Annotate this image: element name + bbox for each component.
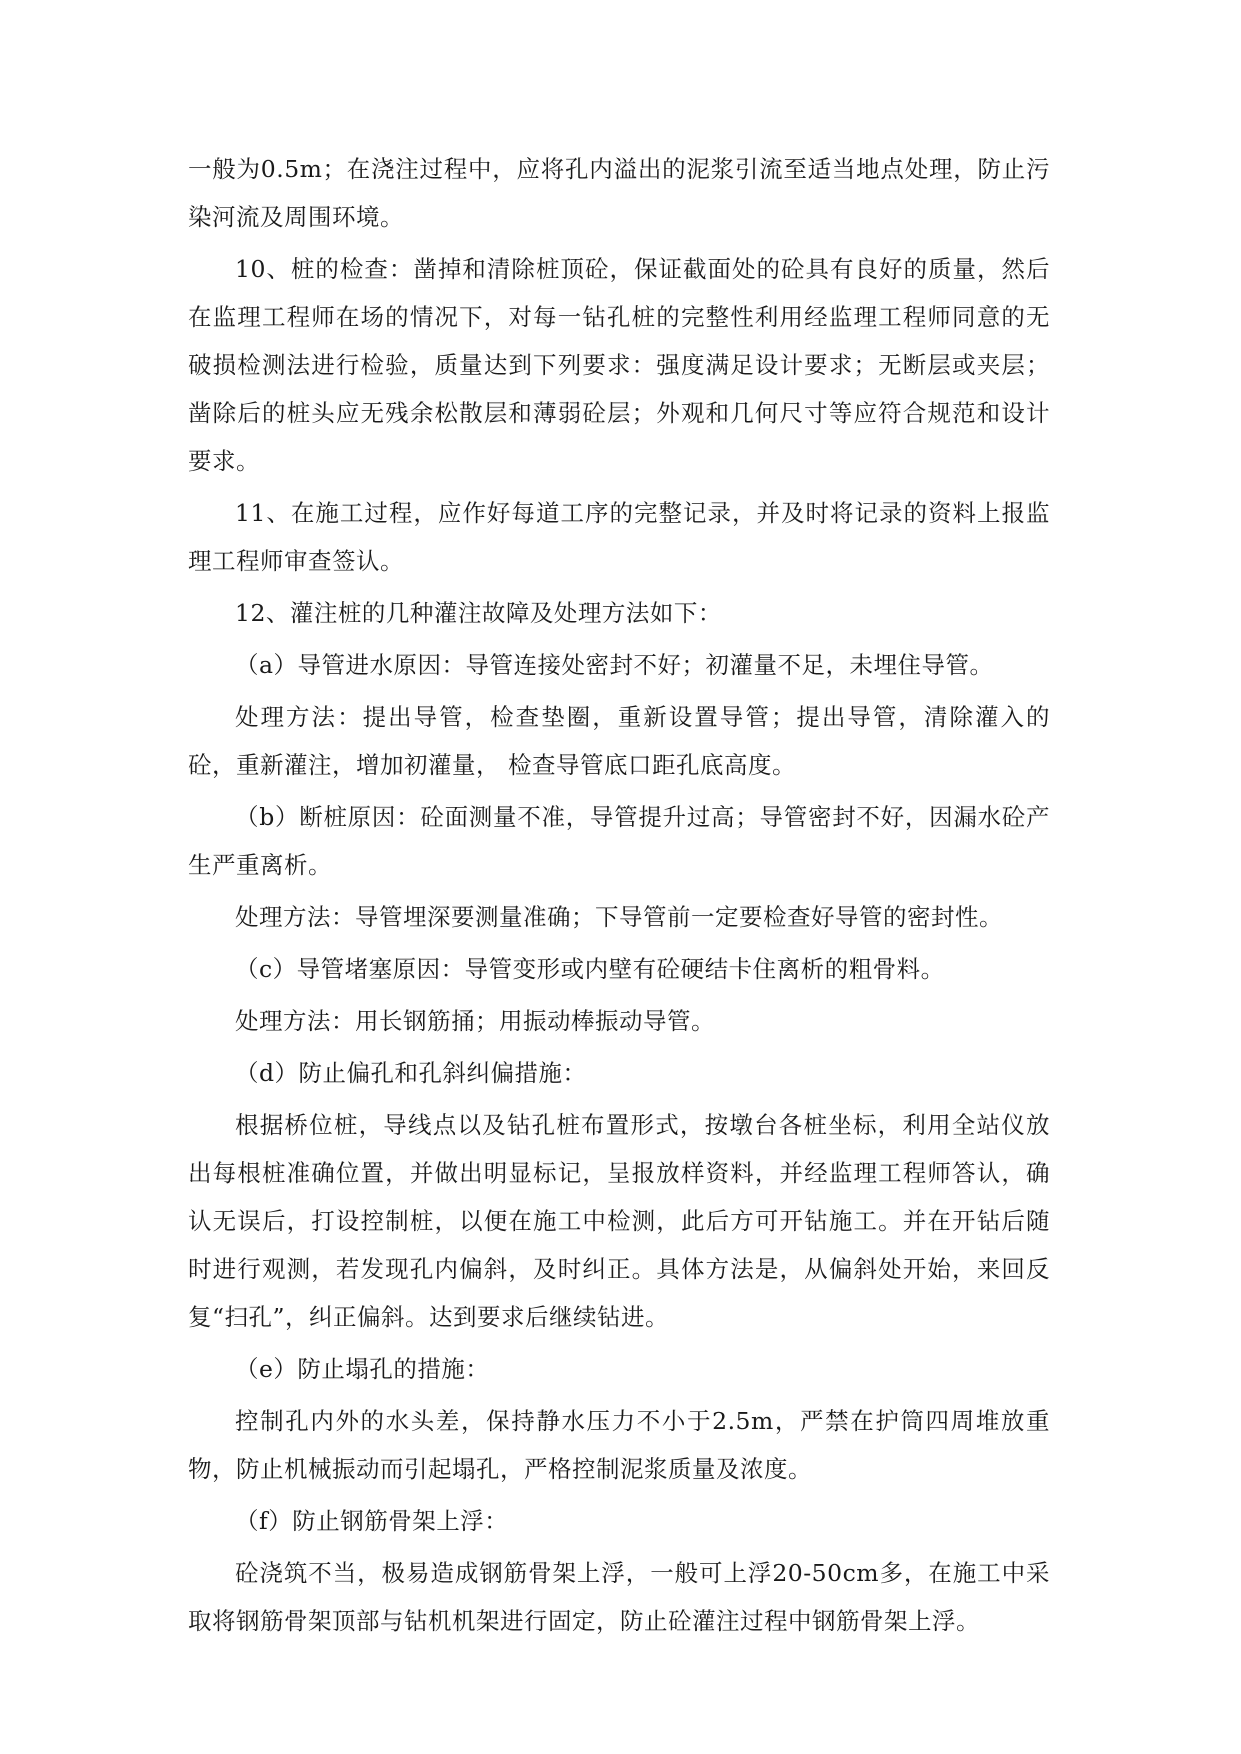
paragraph-e-collapse-prevention: （e）防止塌孔的措施： xyxy=(235,1355,490,1383)
paragraph-e-method: 控制孔内外的水头差，保持静水压力不小于2.5m，严禁在护筒四周堆放重物，防止机械振动而引起塌孔，严格控制泥浆质量及浓度。 xyxy=(188,1407,1050,1483)
document-body xyxy=(188,145,1050,1649)
paragraph-a-treatment: 处理方法：提出导管，检查垫圈，重新设置导管；提出导管，清除灌入的砼，重新灌注，增加初灌量， 检查导管底口距孔底高度。 xyxy=(188,703,1050,779)
paragraph-f-cage-float: （f）防止钢筋骨架上浮： xyxy=(235,1507,509,1535)
paragraph-fault-handling-intro: 12、灌注桩的几种灌注故障及处理方法如下： xyxy=(235,599,722,627)
paragraph-b-broken-pile: （b）断桩原因：砼面测量不准，导管提升过高；导管密封不好，因漏水砼产生严重离析。 xyxy=(188,803,1050,879)
paragraph-d-hole-deviation: （d）防止偏孔和孔斜纠偏措施： xyxy=(235,1059,587,1087)
paragraph-a-water-ingress: （a）导管进水原因：导管连接处密封不好；初灌量不足，未埋住导管。 xyxy=(235,651,994,679)
paragraph-pile-pour-overflow: 一般为0.5m；在浇注过程中，应将孔内溢出的泥浆引流至适当地点处理，防止污染河流及周围环境。 xyxy=(188,155,1050,231)
paragraph-c-pipe-blockage: （c）导管堵塞原因：导管变形或内壁有砼硬结卡住离析的粗骨料。 xyxy=(235,955,945,983)
paragraph-construction-records: 11、在施工过程，应作好每道工序的完整记录，并及时将记录的资料上报监理工程师审查签认。 xyxy=(188,499,1050,575)
paragraph-f-method: 砼浇筑不当，极易造成钢筋骨架上浮，一般可上浮20-50cm多，在施工中采取将钢筋骨架顶部与钻机机架进行固定，防止砼灌注过程中钢筋骨架上浮。 xyxy=(188,1559,1050,1635)
paragraph-c-treatment: 处理方法：用长钢筋捅；用振动棒振动导管。 xyxy=(235,1007,715,1035)
paragraph-b-treatment: 处理方法：导管埋深要测量准确；下导管前一定要检查好导管的密封性。 xyxy=(235,903,1003,931)
paragraph-pile-inspection: 10、桩的检查：凿掉和清除桩顶砼，保证截面处的砼具有良好的质量，然后在监理工程师在场的情况下，对每一钻孔桩的完整性利用经监理工程师同意的无破损检测法进行检验，质量达到下列要求：强度满足设计要求；无断层或夹层；凿除后的桩头应无残余松散层和薄弱砼层；外观和几何尺寸等应符合规范和设计要求。 xyxy=(188,255,1050,475)
paragraph-d-method: 根据桥位桩，导线点以及钻孔桩布置形式，按墩台各桩坐标，利用全站仪放出每根桩准确位置，并做出明显标记，呈报放样资料，并经监理工程师答认，确认无误后，打设控制桩，以便在施工中检测，此后方可开钻施工。并在开钻后随时进行观测，若发现孔内偏斜，及时纠正。具体方法是，从偏斜处开始，来回反复“扫孔”，纠正偏斜。达到要求后继续钻进。 xyxy=(188,1111,1050,1331)
